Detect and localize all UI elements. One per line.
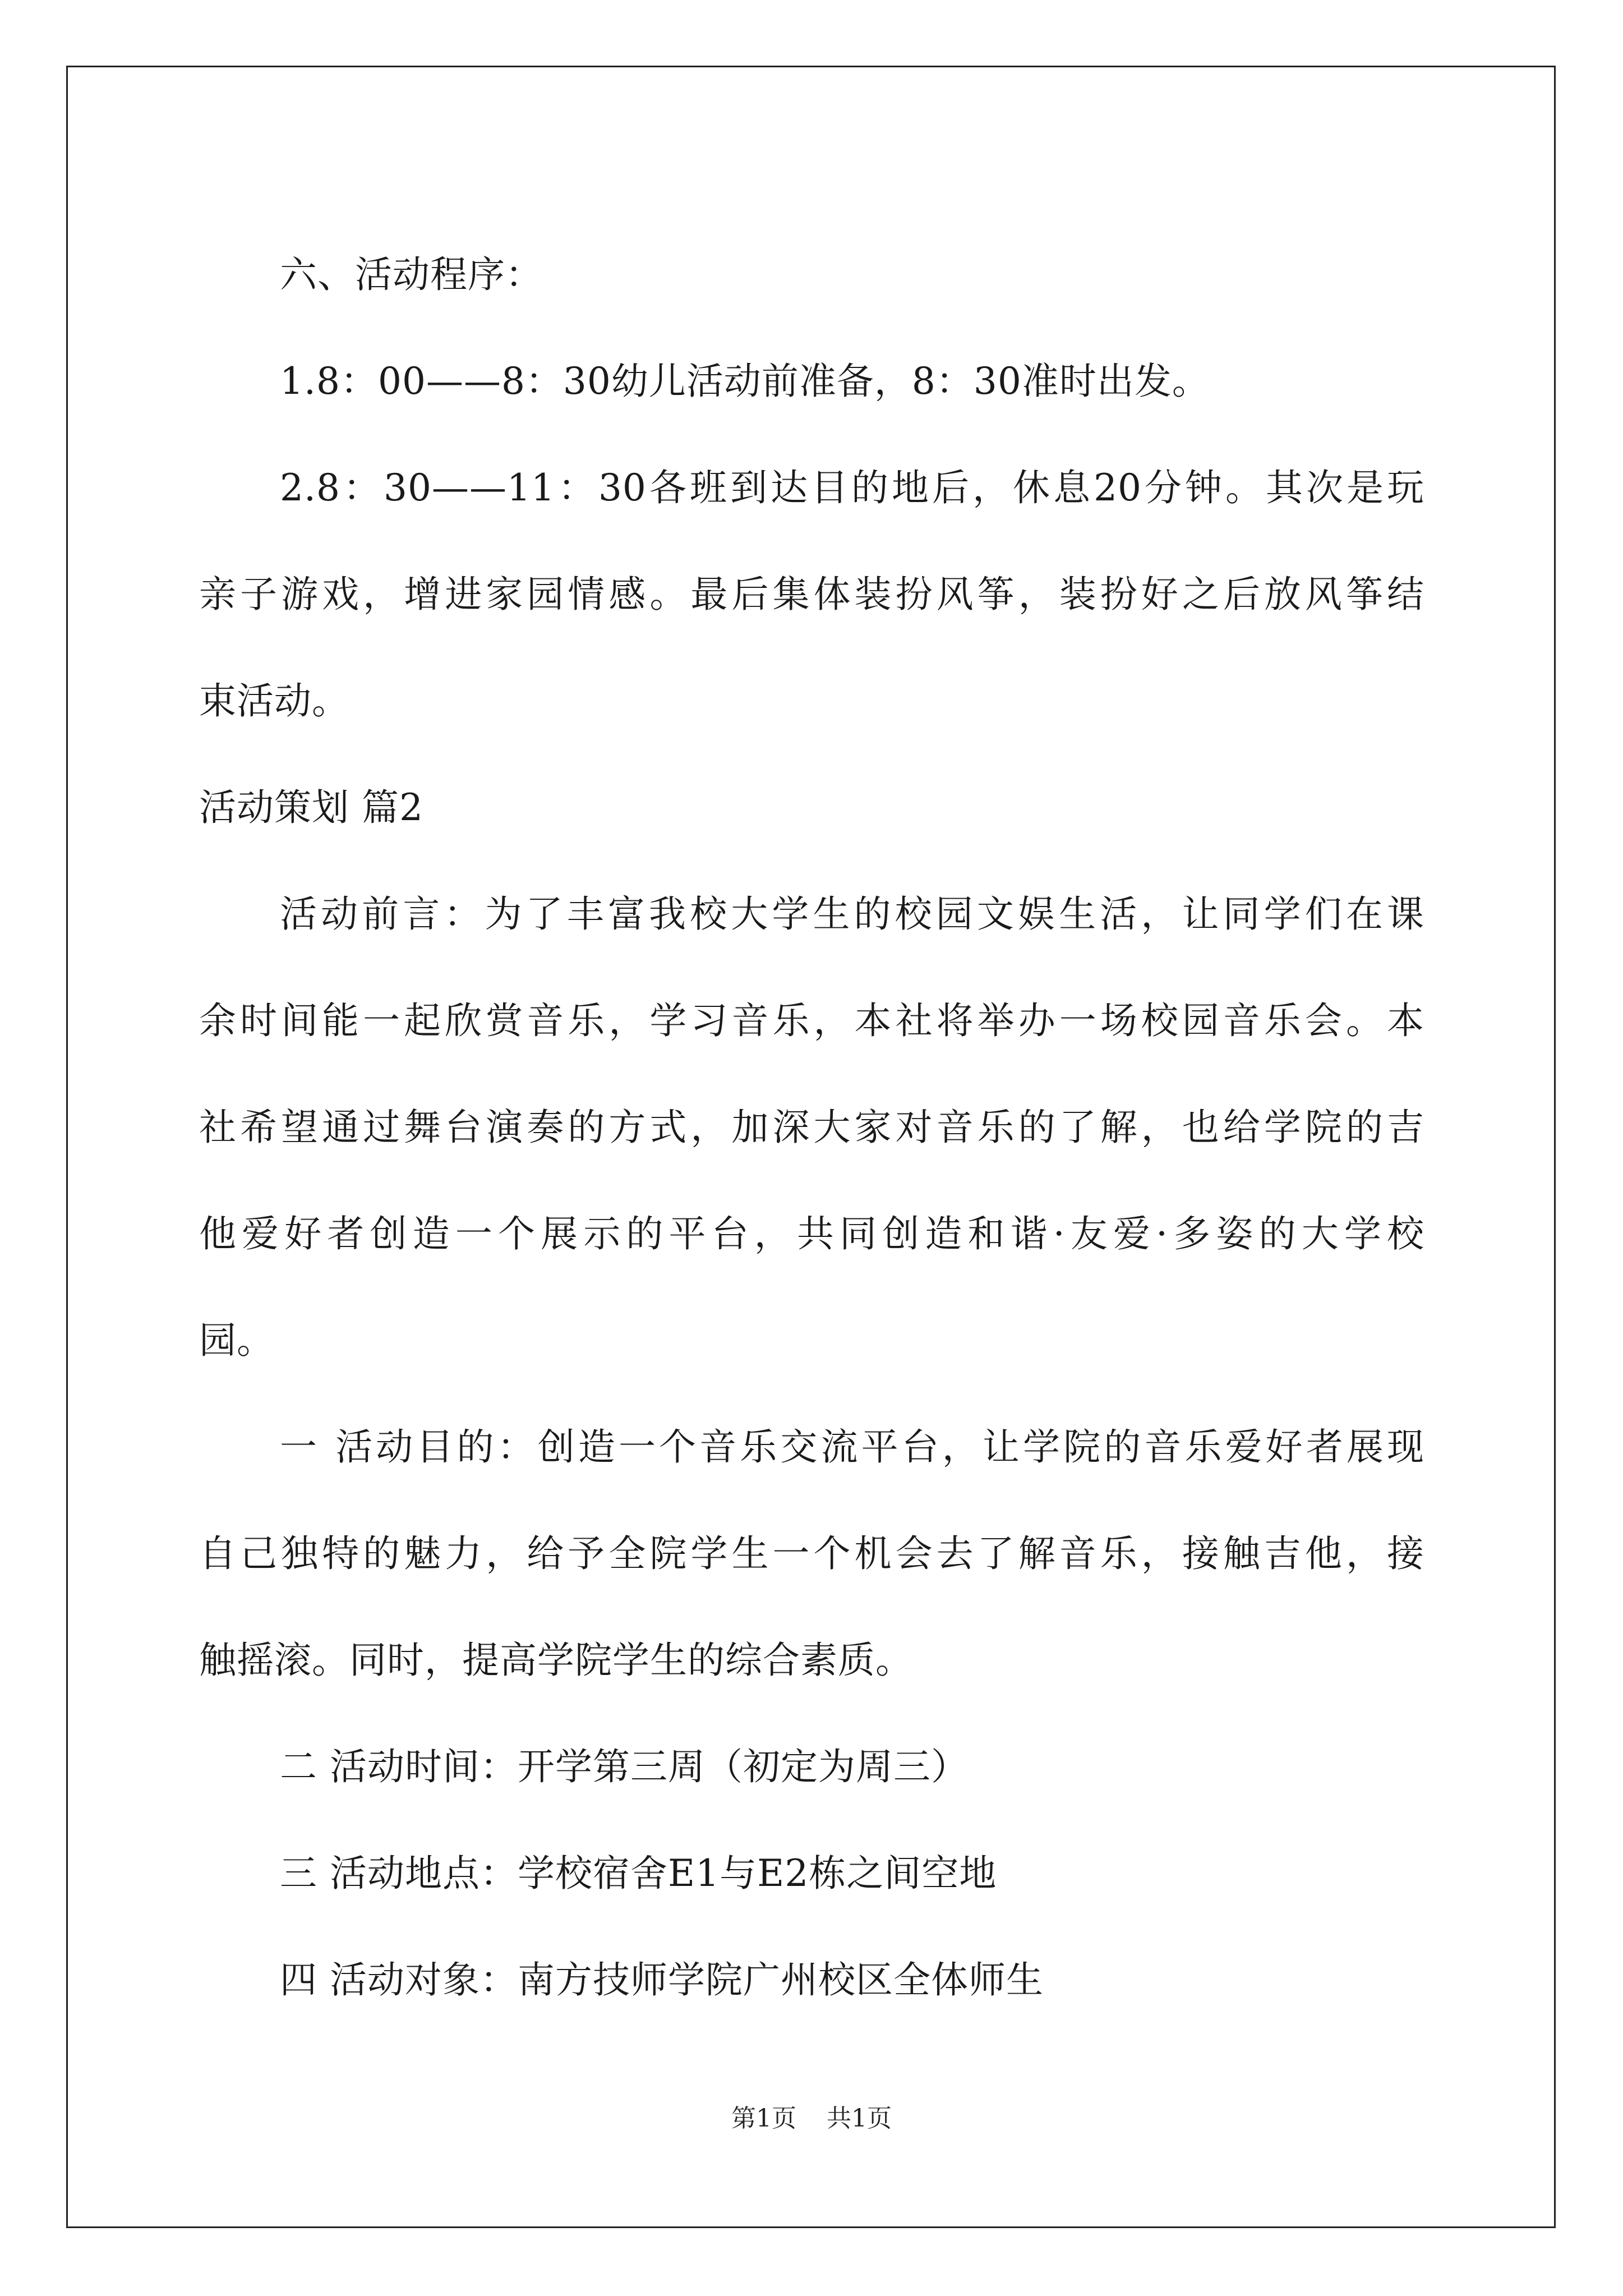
text-line: 2.8：30——11：30各班到达目的地后，休息20分钟。其次是玩 [280,466,1424,509]
text-line: 活动前言：为了丰富我校大学生的校园文娱生活，让同学们在课 [280,892,1424,936]
text-line: 1.8：00——8：30幼儿活动前准备，8：30准时出发。 [280,360,1210,403]
text-line: 束活动。 [199,679,349,723]
text-line: 自己独特的魅力，给予全院学生一个机会去了解音乐，接触吉他，接 [199,1532,1424,1575]
page-total: 共1页 [827,2104,892,2133]
text-line: 亲子游戏，增进家园情感。最后集体装扮风筝，装扮好之后放风筝结 [199,573,1424,616]
text-line: 余时间能一起欣赏音乐，学习音乐，本社将举办一场校园音乐会。本 [199,999,1424,1042]
text-line: 六、活动程序： [280,253,543,296]
document-body [199,222,1424,2033]
text-line: 一 活动目的：创造一个音乐交流平台，让学院的音乐爱好者展现 [280,1425,1424,1469]
page-footer [0,2098,1623,2134]
text-line: 社希望通过舞台演奏的方式，加深大家对音乐的了解，也给学院的吉 [199,1106,1424,1149]
text-line: 他爱好者创造一个展示的平台，共同创造和谐·友爱·多姿的大学校 [199,1212,1424,1255]
text-line: 四 活动对象：南方技师学院广州校区全体师生 [280,1958,1044,2001]
page-number: 第1页 [731,2104,796,2133]
text-line: 二 活动时间：开学第三周（初定为周三） [280,1745,969,1788]
text-line: 园。 [199,1319,274,1362]
text-line: 触摇滚。同时，提高学院学生的综合素质。 [199,1639,913,1682]
text-line: 活动策划 篇2 [199,786,423,829]
text-line: 三 活动地点：学校宿舍E1与E2栋之间空地 [280,1852,997,1895]
